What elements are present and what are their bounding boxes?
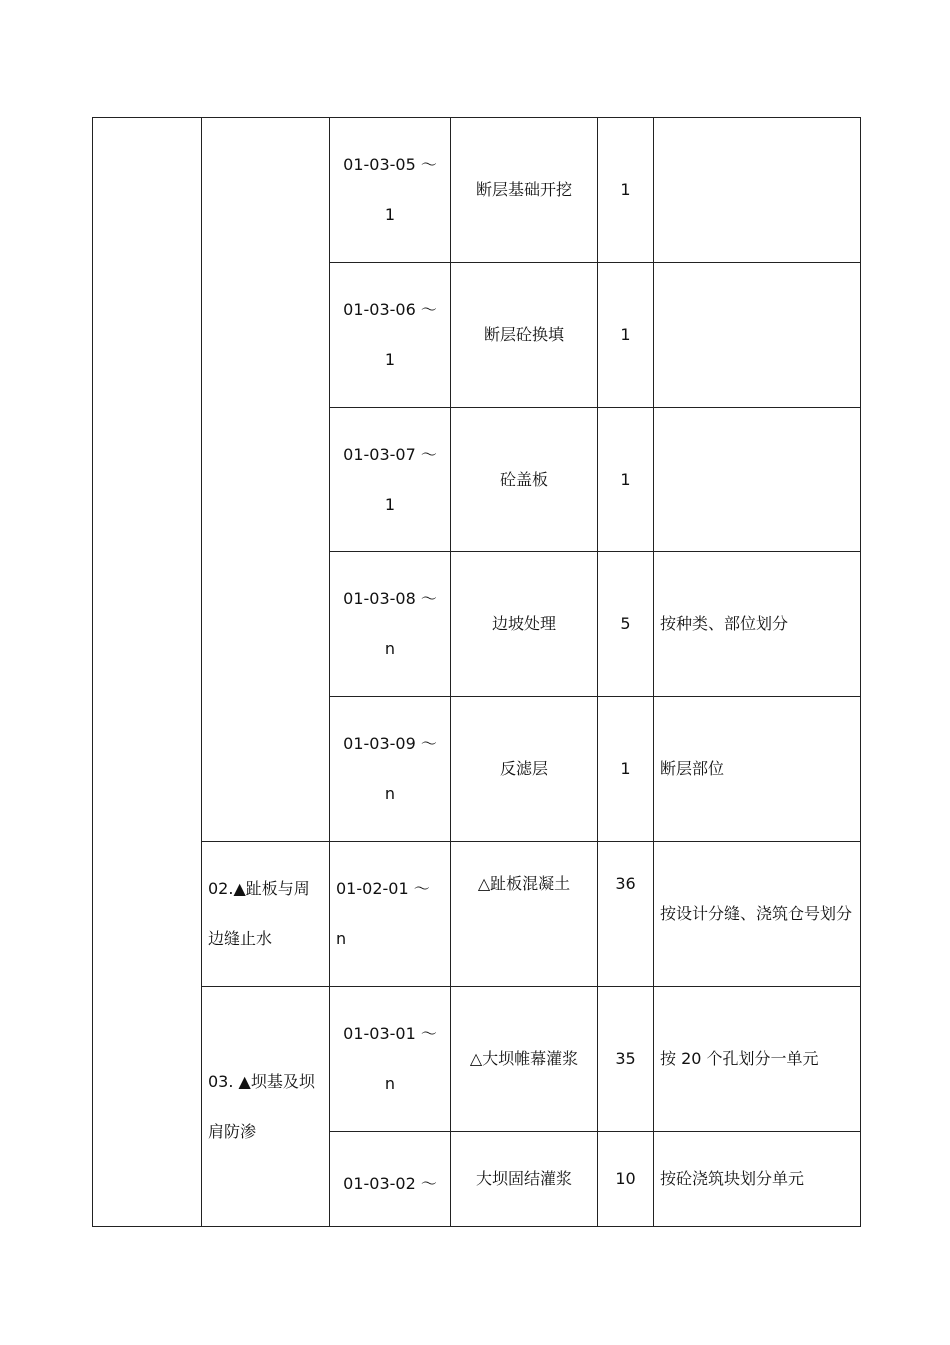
unit-count: 10 [598,1132,654,1227]
table-row [93,118,861,263]
unit-code: 01-03-05 ～ 1 [330,118,451,263]
unit-name: 断层砼换填 [451,263,598,408]
unit-note [654,263,861,408]
unit-count: 1 [598,118,654,263]
table-row [93,987,861,1132]
unit-code: 01-02-01 ～ n [330,842,451,987]
unit-code: 01-03-09 ～ n [330,697,451,842]
division-table [92,117,861,1227]
unit-name: 砼盖板 [451,408,598,552]
unit-name: 大坝固结灌浆 [451,1132,598,1227]
unit-note: 按砼浇筑块划分单元 [654,1132,861,1227]
unit-note [654,408,861,552]
sub-item-name: 03. ▲坝基及坝肩防渗 [202,987,330,1227]
unit-name: 边坡处理 [451,552,598,697]
unit-name: △大坝帷幕灌浆 [451,987,598,1132]
unit-code: 01-03-06 ～ 1 [330,263,451,408]
unit-name: △趾板混凝土 [451,842,598,987]
unit-note: 按 20 个孔划分一单元 [654,987,861,1132]
empty-cell [93,118,202,1227]
table-row [93,842,861,987]
unit-count: 5 [598,552,654,697]
unit-count: 1 [598,263,654,408]
unit-note: 按种类、部位划分 [654,552,861,697]
unit-code: 01-03-01 ～ n [330,987,451,1132]
sub-item-name: 02.▲趾板与周边缝止水 [202,842,330,987]
unit-count: 36 [598,842,654,987]
unit-count: 35 [598,987,654,1132]
unit-count: 1 [598,697,654,842]
unit-note [654,118,861,263]
unit-code: 01-03-02 ～ [330,1132,451,1227]
unit-code: 01-03-07 ～ 1 [330,408,451,552]
empty-cell [202,118,330,842]
unit-count: 1 [598,408,654,552]
unit-note: 断层部位 [654,697,861,842]
unit-note: 按设计分缝、浇筑仓号划分 [654,842,861,987]
unit-name: 断层基础开挖 [451,118,598,263]
unit-name: 反滤层 [451,697,598,842]
unit-code: 01-03-08 ～ n [330,552,451,697]
